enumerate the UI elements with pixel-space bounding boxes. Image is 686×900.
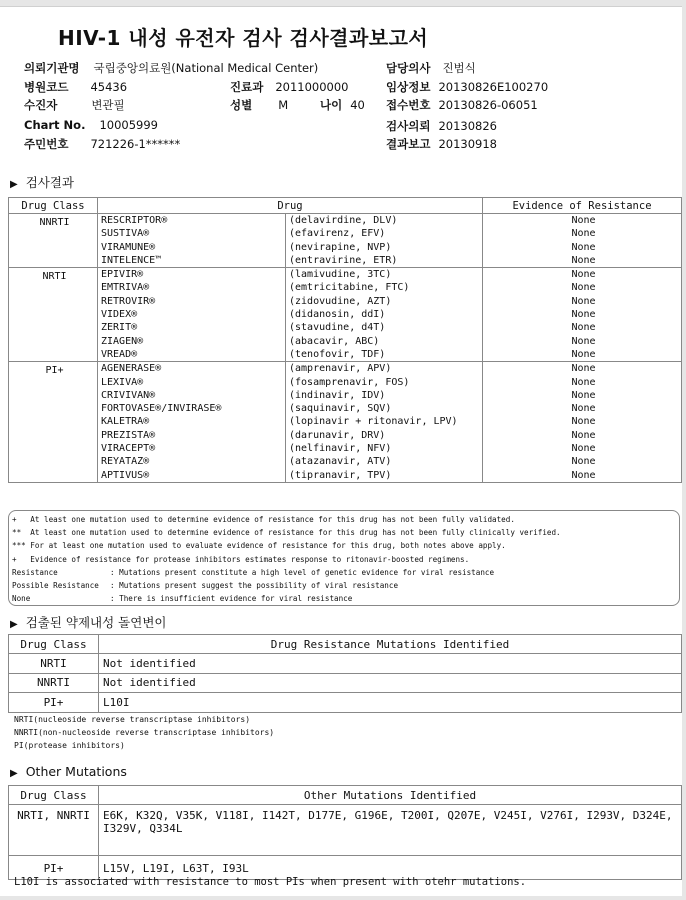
- drug-generic-cell: (amprenavir, APV): [286, 362, 483, 376]
- evidence-cell: None: [483, 389, 682, 402]
- definition-text: : There is insufficient evidence for viral resistance: [110, 594, 353, 604]
- evidence-cell: None: [483, 348, 682, 362]
- drug-generic-cell: (tipranavir, TPV): [286, 469, 483, 483]
- receipt-label: 접수번호: [386, 98, 431, 112]
- drug-name-cell: VIRAMUNE®: [98, 241, 286, 254]
- table-row: PI+ L10I: [9, 693, 682, 713]
- window-right-edge: [682, 0, 686, 900]
- table-row: [9, 402, 682, 415]
- section-other-mutations-title: ▶ Other Mutations: [10, 764, 127, 779]
- evidence-cell: None: [483, 415, 682, 428]
- drug-name-cell: CRIVIVAN®: [98, 389, 286, 402]
- hospital-code-value: 45436: [90, 80, 128, 94]
- mutations-table: [8, 634, 682, 713]
- drug-generic-cell: (nelfinavir, NFV): [286, 442, 483, 455]
- section-mutations-title: ▶ 검출된 약제내성 돌연변이: [10, 615, 167, 630]
- request-label: 검사의뢰: [386, 119, 431, 133]
- dept-value: 2011000000: [275, 80, 349, 94]
- evidence-cell: None: [483, 214, 682, 228]
- table-row: [9, 348, 682, 362]
- evidence-cell: None: [483, 281, 682, 294]
- window-bottom-edge: [0, 896, 686, 900]
- evidence-cell: None: [483, 241, 682, 254]
- note-line: + At least one mutation used to determine evidence of resistance for this drug has not been fully validated.: [12, 515, 515, 524]
- org-row: [24, 60, 318, 76]
- drug-generic-cell: (saquinavir, SQV): [286, 402, 483, 415]
- patient-row: [24, 97, 125, 113]
- table-row: NRTI, NNRTI E6K, K32Q, V35K, V118I, I142T, D177E, G196E, T200I, Q207E, V245I, V276I, I293V, D324E, I329V, Q334L: [9, 805, 682, 856]
- evidence-cell: None: [483, 469, 682, 483]
- table-row: [9, 429, 682, 442]
- drug-generic-cell: (stavudine, d4T): [286, 321, 483, 334]
- dept-row: [230, 79, 349, 95]
- drug-name-cell: EPIVIR®: [98, 268, 286, 282]
- evidence-cell: None: [483, 254, 682, 268]
- clinical-label: 임상정보: [386, 80, 431, 94]
- doctor-label: 담당의사: [386, 61, 431, 75]
- hospital-code-row: [24, 79, 127, 95]
- col-drug-class: Drug Class: [9, 198, 98, 214]
- triangle-bullet-icon: ▶: [10, 179, 18, 190]
- drug-generic-cell: (delavirdine, DLV): [286, 214, 483, 228]
- table-row: [9, 455, 682, 468]
- clinical-row: [386, 79, 548, 95]
- window-top-edge: [0, 0, 686, 7]
- col-drug: Drug: [98, 198, 483, 214]
- id-label: 주민번호: [24, 137, 69, 151]
- table-row: [9, 241, 682, 254]
- triangle-bullet-icon: ▶: [10, 619, 18, 630]
- definition-row: [12, 579, 679, 592]
- request-value: 20130826: [438, 119, 497, 133]
- id-row: [24, 136, 180, 152]
- org-label: 의뢰기관명: [24, 61, 80, 75]
- evidence-cell: None: [483, 335, 682, 348]
- table-row: [9, 227, 682, 240]
- org-value: 국립중앙의료원(National Medical Center): [93, 61, 319, 75]
- evidence-cell: None: [483, 268, 682, 282]
- evidence-cell: None: [483, 442, 682, 455]
- drug-name-cell: ZERIT®: [98, 321, 286, 334]
- definition-row: [12, 592, 679, 605]
- receipt-row: [386, 97, 538, 113]
- table-row: [9, 469, 682, 483]
- evidence-cell: None: [483, 321, 682, 334]
- sex-value: M: [278, 98, 289, 112]
- other-mutations-table: [8, 785, 682, 880]
- drug-name-cell: RESCRIPTOR®: [98, 214, 286, 228]
- drug-class-cell: NRTI: [9, 268, 98, 362]
- drug-name-cell: ZIAGEN®: [98, 335, 286, 348]
- note-line: *** For at least one mutation used to evaluate evidence of resistance for this drug, both notes above apply.: [12, 541, 506, 551]
- doctor-row: [386, 60, 476, 76]
- table-row: [9, 442, 682, 455]
- resistance-notes: [8, 510, 680, 606]
- col-evidence: Evidence of Resistance: [483, 198, 682, 214]
- drug-name-cell: VIRACEPT®: [98, 442, 286, 455]
- table-row: [9, 281, 682, 294]
- evidence-cell: None: [483, 295, 682, 308]
- table-row: [9, 362, 682, 376]
- drug-generic-cell: (didanosin, ddI): [286, 308, 483, 321]
- age-value: 40: [350, 98, 365, 112]
- table-row: [9, 268, 682, 282]
- evidence-cell: None: [483, 376, 682, 389]
- age-label: 나이: [320, 98, 343, 112]
- drug-name-cell: KALETRA®: [98, 415, 286, 428]
- table-row: PI+ L15V, L19I, L63T, I93L: [9, 856, 682, 880]
- patient-label: 수진자: [24, 98, 58, 112]
- table-row: [9, 214, 682, 228]
- table-row: [9, 308, 682, 321]
- evidence-cell: None: [483, 227, 682, 240]
- report-date-row: [386, 136, 497, 152]
- col-drug-class: Drug Class: [9, 635, 99, 654]
- age-row: [320, 97, 365, 113]
- note-line: ** At least one mutation used to determine evidence of resistance for this drug has not been fully clinically verified.: [12, 528, 561, 538]
- id-value: 721226-1******: [90, 137, 181, 151]
- drug-name-cell: PREZISTA®: [98, 429, 286, 442]
- evidence-cell: None: [483, 455, 682, 468]
- definition-text: : Mutations present constitute a high level of genetic evidence for viral resistance: [110, 567, 495, 577]
- note-line: + Evidence of resistance for protease inhibitors estimates response to ritonavir-boosted regimens.: [12, 554, 470, 564]
- drug-class-cell: PI+: [9, 362, 98, 483]
- drug-generic-cell: (fosamprenavir, FOS): [286, 376, 483, 389]
- table-row: [9, 335, 682, 348]
- evidence-cell: None: [483, 362, 682, 376]
- report-date-value: 20130918: [438, 137, 497, 151]
- drug-name-cell: INTELENCE™: [98, 254, 286, 268]
- section-results-title: ▶ 검사결과: [10, 175, 75, 190]
- drug-generic-cell: (nevirapine, NVP): [286, 241, 483, 254]
- col-drug-class: Drug Class: [9, 786, 99, 805]
- drug-name-cell: RETROVIR®: [98, 295, 286, 308]
- drug-generic-cell: (efavirenz, EFV): [286, 227, 483, 240]
- patient-value: 변관필: [91, 98, 125, 112]
- definition-row: [12, 566, 679, 579]
- abbreviation-notes: NRTI(nucleoside reverse transcriptase inhibitors) NNRTI(non-nucleoside reverse transcriptase inhibitors) PI(protease inhibitors): [14, 715, 275, 750]
- table-row: NNRTI Not identified: [9, 673, 682, 693]
- evidence-cell: None: [483, 402, 682, 415]
- drug-generic-cell: (zidovudine, AZT): [286, 295, 483, 308]
- report-date-label: 결과보고: [386, 137, 431, 151]
- receipt-value: 20130826-06051: [438, 98, 538, 112]
- col-other-mutations: Other Mutations Identified: [99, 786, 682, 805]
- table-row: [9, 389, 682, 402]
- evidence-cell: None: [483, 308, 682, 321]
- drug-generic-cell: (lopinavir + ritonavir, LPV): [286, 415, 483, 428]
- doctor-value: 진범식: [442, 61, 476, 75]
- drug-generic-cell: (emtricitabine, FTC): [286, 281, 483, 294]
- drug-name-cell: SUSTIVA®: [98, 227, 286, 240]
- chart-label: Chart No.: [24, 118, 86, 132]
- table-row: [9, 415, 682, 428]
- chart-row: [24, 118, 158, 132]
- footnote: L10I is associated with resistance to most PIs when present with otehr mutations.: [14, 876, 527, 888]
- drug-generic-cell: (entravirine, ETR): [286, 254, 483, 268]
- clinical-value: 20130826E100270: [438, 80, 549, 94]
- col-mutations: Drug Resistance Mutations Identified: [99, 635, 682, 654]
- sex-label: 성별: [230, 98, 253, 112]
- report-title: HIV-1 내성 유전자 검사 검사결과보고서: [58, 26, 429, 50]
- drug-name-cell: AGENERASE®: [98, 362, 286, 376]
- drug-class-cell: NNRTI: [9, 214, 98, 268]
- drug-name-cell: LEXIVA®: [98, 376, 286, 389]
- definition-term: None: [12, 594, 31, 604]
- definition-term: Possible Resistance: [12, 581, 99, 591]
- table-row: [9, 254, 682, 268]
- drug-name-cell: APTIVUS®: [98, 469, 286, 483]
- evidence-cell: None: [483, 429, 682, 442]
- hospital-code-label: 병원코드: [24, 80, 69, 94]
- drug-generic-cell: (abacavir, ABC): [286, 335, 483, 348]
- drug-generic-cell: (darunavir, DRV): [286, 429, 483, 442]
- drug-name-cell: REYATAZ®: [98, 455, 286, 468]
- request-row: [386, 118, 497, 134]
- sex-row: [230, 97, 288, 113]
- table-row: [9, 321, 682, 334]
- drug-name-cell: VIDEX®: [98, 308, 286, 321]
- drug-name-cell: EMTRIVA®: [98, 281, 286, 294]
- table-row: [9, 376, 682, 389]
- drug-generic-cell: (indinavir, IDV): [286, 389, 483, 402]
- drug-generic-cell: (atazanavir, ATV): [286, 455, 483, 468]
- drug-generic-cell: (tenofovir, TDF): [286, 348, 483, 362]
- chart-value: 10005999: [99, 118, 158, 132]
- drug-name-cell: VREAD®: [98, 348, 286, 362]
- table-row: NRTI Not identified: [9, 654, 682, 674]
- resistance-table: [8, 197, 682, 483]
- drug-name-cell: FORTOVASE®/INVIRASE®: [98, 402, 286, 415]
- drug-generic-cell: (lamivudine, 3TC): [286, 268, 483, 282]
- definition-term: Resistance: [12, 567, 58, 577]
- dept-label: 진료과: [230, 80, 264, 94]
- triangle-bullet-icon: ▶: [10, 768, 18, 779]
- table-row: [9, 295, 682, 308]
- definition-text: : Mutations present suggest the possibility of viral resistance: [110, 581, 399, 591]
